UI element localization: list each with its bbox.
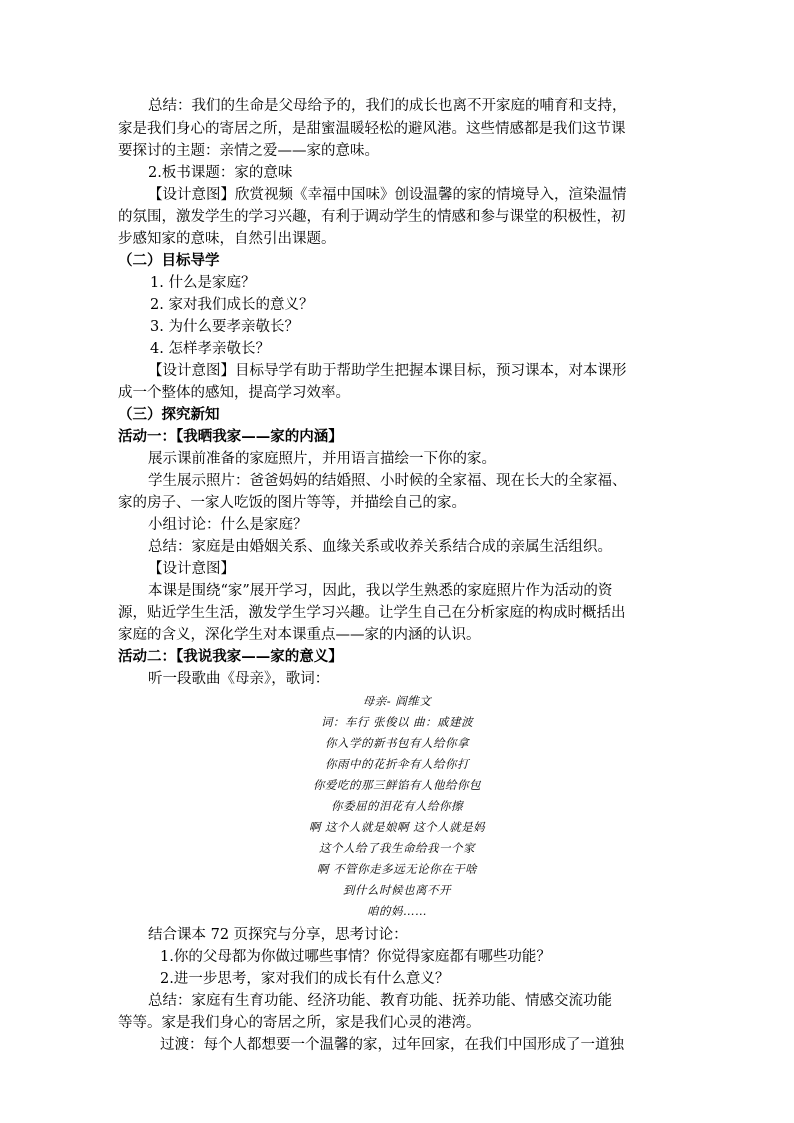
- objective-item-4: 4. 怎样孝亲敬长？: [150, 341, 270, 357]
- activity-one-discussion: 小组讨论：什么是家庭？: [148, 517, 308, 533]
- summary-line-3: 要探讨的主题：亲情之爱——家的意味。: [118, 143, 379, 159]
- lyric-line: 啊 这个人就是娘啊 这个人就是妈: [308, 820, 486, 834]
- activity-one-line-3: 家的房子、一家人吃饭的图片等等，并描绘自己的家。: [118, 495, 466, 511]
- lyric-line: 到什么时候也离不开: [343, 883, 451, 897]
- design-intent-1-line-2: 的氛围，激发学生的学习兴趣，有利于调动学生的情感和参与课堂的积极性，初: [118, 209, 626, 225]
- activity-one-line-1: 展示课前准备的家庭照片，并用语言描绘一下你的家。: [148, 451, 496, 467]
- activity-two-summary-line-2: 等等。家是我们身心的寄居之所，家是我们心灵的港湾。: [118, 1015, 481, 1031]
- lyric-line: 你入学的新书包有人给你拿: [325, 736, 469, 750]
- board-title-line: 2.板书课题：家的意味: [148, 165, 293, 181]
- activity-one-line-2: 学生展示照片：爸爸妈妈的结婚照、小时候的全家福、现在长大的全家福、: [148, 473, 627, 489]
- activity-two-heading: 活动二：【我说我家——家的意义】: [118, 648, 343, 665]
- design-intent-1-line-1: 【设计意图】欣赏视频《幸福中国味》创设温馨的家的情境导入，渲染温情: [148, 187, 627, 203]
- design-intent-1-line-3: 步感知家的意味，自然引出课题。: [118, 231, 336, 247]
- section-heading-objectives: （二）目标导学: [118, 252, 220, 269]
- discussion-question-1: 1.你的父母都为你做过哪些事情？你觉得家庭都有哪些功能？: [160, 949, 551, 965]
- summary-line-1: 总结：我们的生命是父母给予的，我们的成长也离不开家庭的哺育和支持，: [148, 98, 627, 114]
- transition-line: 过渡：每个人都想要一个温馨的家，过年回家，在我们中国形成了一道独: [160, 1037, 624, 1053]
- objective-item-3: 3. 为什么要孝亲敬长？: [150, 319, 299, 335]
- lyric-line: 咱的妈……: [367, 904, 427, 918]
- lyric-line: 这个人给了我生命给我一个家: [319, 841, 475, 855]
- activity-two-summary-line-1: 总结：家庭有生育功能、经济功能、教育功能、抚养功能、情感交流功能: [148, 993, 612, 1009]
- lyric-line: 你委屈的泪花有人给你擦: [331, 799, 463, 813]
- activity-two-song-intro: 听一段歌曲《母亲》，歌词：: [148, 671, 330, 687]
- lyric-credits: 词：车行 张俊以 曲：戚建波: [320, 715, 474, 729]
- design-intent-2-line-1: 【设计意图】目标导学有助于帮助学生把握本课目标，预习课本，对本课形: [148, 363, 627, 379]
- design-intent-3-line-1: 本课是围绕“家”展开学习，因此，我以学生熟悉的家庭照片作为活动的资: [148, 583, 613, 599]
- design-intent-3-label: 【设计意图】: [148, 561, 235, 577]
- activity-one-summary: 总结：家庭是由婚姻关系、血缘关系或收养关系结合成的亲属生活组织。: [148, 539, 612, 555]
- objective-item-1: 1. 什么是家庭？: [150, 275, 256, 291]
- discussion-question-2: 2.进一步思考，家对我们的成长有什么意义？: [160, 971, 450, 987]
- design-intent-3-line-3: 家庭的含义，深化学生对本课重点——家的内涵的认识。: [118, 627, 481, 643]
- objective-item-2: 2. 家对我们成长的意义？: [150, 297, 314, 313]
- design-intent-3-line-2: 源，贴近学生生活，激发学生学习兴趣。让学生自己在分析家庭的构成时概括出: [118, 605, 626, 621]
- lyric-line: 你爱吃的那三鲜馅有人他给你包: [313, 778, 481, 792]
- lyric-title: 母亲- 阎维文: [362, 694, 432, 708]
- activity-two-discussion-intro: 结合课本 72 页探究与分享，思考讨论：: [148, 927, 408, 943]
- lyric-line: 啊 不管你走多远无论你在干啥: [316, 862, 478, 876]
- activity-one-heading: 活动一：【我晒我家——家的内涵】: [118, 428, 343, 445]
- section-heading-explore: （三）探究新知: [118, 406, 220, 423]
- design-intent-2-line-2: 成一个整体的感知，提高学习效率。: [118, 385, 350, 401]
- lyric-line: 你雨中的花折伞有人给你打: [325, 757, 469, 771]
- summary-line-2: 家是我们身心的寄居之所，是甜蜜温暖轻松的避风港。这些情感都是我们这节课: [118, 121, 626, 137]
